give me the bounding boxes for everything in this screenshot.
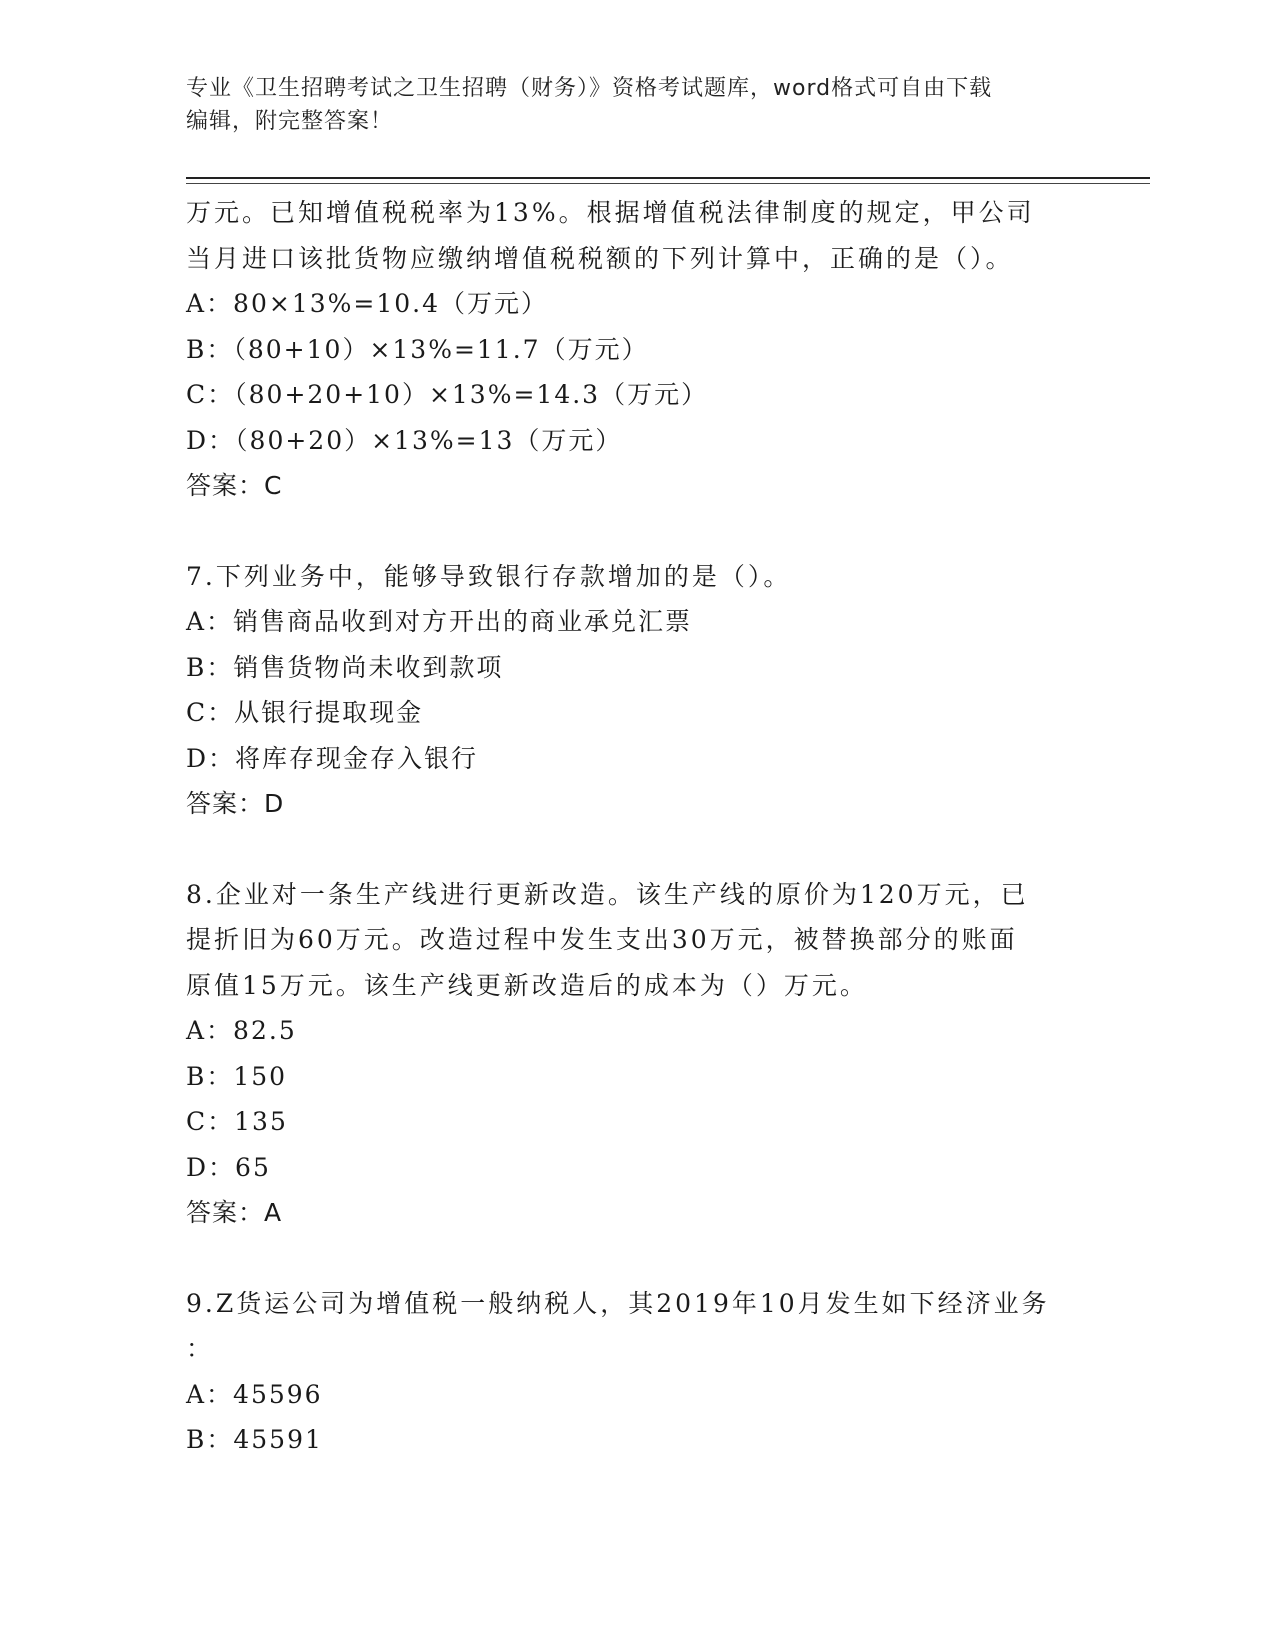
question-text-line: 万元。已知增值税税率为13%。根据增值税法律制度的规定，甲公司 — [186, 198, 1035, 227]
answer-line: 答案：C — [186, 471, 283, 500]
question-text-line: 8.企业对一条生产线进行更新改造。该生产线的原价为120万元，已 — [186, 879, 1029, 909]
option-b: B：150 — [186, 1061, 288, 1091]
option-a: A：销售商品收到对方开出的商业承兑汇票 — [186, 607, 693, 636]
option-d: D：将库存现金存入银行 — [186, 743, 479, 773]
spacer — [186, 509, 1076, 554]
header-divider-thick — [186, 177, 1150, 179]
question-text-line: 原值15万元。该生产线更新改造后的成本为（）万元。 — [186, 970, 868, 1000]
header-divider-thin — [186, 183, 1150, 184]
question-text-line: 提折旧为60万元。改造过程中发生支出30万元，被替换部分的账面 — [186, 925, 1018, 954]
option-b: B：销售货物尚未收到款项 — [186, 652, 504, 682]
option-b: B：（80+10）×13%=11.7（万元） — [186, 334, 649, 364]
question-text-line: 7.下列业务中，能够导致银行存款增加的是（）。 — [186, 561, 792, 591]
question-text-line: ： — [186, 1334, 215, 1363]
question-8 — [186, 872, 1076, 1236]
document-body — [186, 190, 1076, 1463]
option-a: A：80×13%=10.4（万元） — [186, 289, 548, 318]
question-6 — [186, 190, 1076, 509]
header-line-1: 专业《卫生招聘考试之卫生招聘（财务）》资格考试题库，word格式可自由下载 — [186, 76, 993, 101]
option-c: C：（80+20+10）×13%=14.3（万元） — [186, 380, 709, 409]
option-b: B：45591 — [186, 1425, 323, 1454]
option-a: A：82.5 — [186, 1016, 297, 1045]
question-text-line: 9.Z货运公司为增值税一般纳税人，其2019年10月发生如下经济业务 — [186, 1288, 1050, 1318]
option-c: C：从银行提取现金 — [186, 698, 424, 727]
option-c: C：135 — [186, 1107, 288, 1136]
header-line-2: 编辑，附完整答案！ — [186, 109, 394, 134]
spacer — [186, 1236, 1076, 1281]
option-d: D：（80+20）×13%=13（万元） — [186, 425, 623, 455]
document-header — [186, 72, 1086, 138]
question-7 — [186, 554, 1076, 827]
question-9 — [186, 1281, 1076, 1463]
answer-line: 答案：A — [186, 1198, 283, 1227]
option-a: A：45596 — [186, 1379, 323, 1409]
option-d: D：65 — [186, 1152, 271, 1182]
spacer — [186, 827, 1076, 872]
question-text-line: 当月进口该批货物应缴纳增值税税额的下列计算中，正确的是（）。 — [186, 243, 1014, 273]
answer-line: 答案：D — [186, 789, 285, 818]
